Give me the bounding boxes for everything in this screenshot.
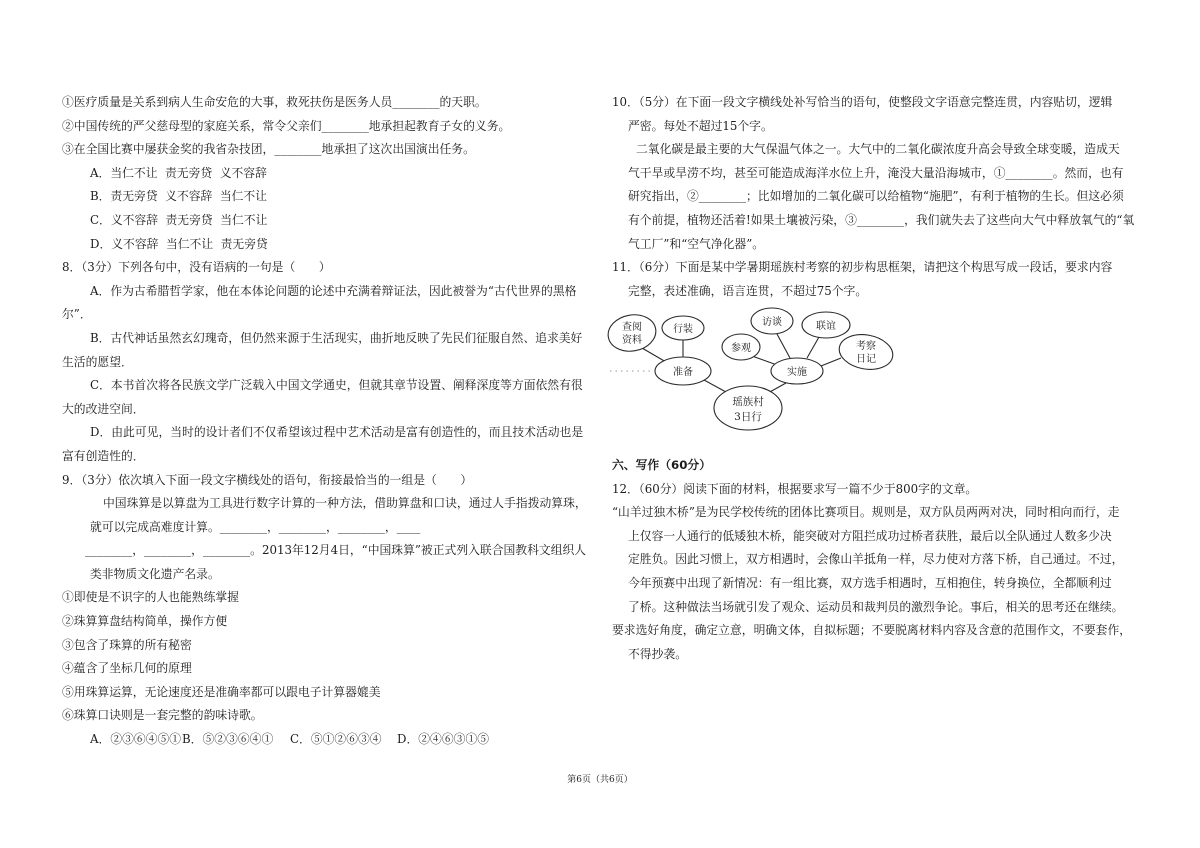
node-label: 查阅 [622, 322, 642, 333]
q10-passage-line: 研究指出，②________；比如增加的二氧化碳可以给植物“施肥”，有利于植物的生长。但这必须 [628, 189, 1124, 204]
branch-label: 准备 [673, 367, 693, 378]
right-column-top [612, 91, 1152, 304]
node-label: 资料 [622, 335, 642, 346]
q9-option-a: A．②③⑥④⑤① [90, 732, 182, 747]
q9-passage-line: 中国珠算是以算盘为工具进行数字计算的一种方法，借助算盘和口诀，通过人手指拨动算珠， [103, 496, 587, 511]
q9-option-b: B．⑤②③⑥④① [182, 732, 274, 747]
q8-option-a-line: 尔”． [62, 307, 92, 322]
q12-requirement-line: 要求选好角度，确定立意，明确文体，自拟标题；不要脱离材料内容及含意的范围作文，不要套作， [612, 623, 1132, 638]
q7-option-b: B．责无旁贷 义不容辞 当仁不让 [90, 189, 268, 204]
q8-option-b-line: 生活的愿望． [62, 354, 133, 369]
edge-lianyi-to-shishi [807, 337, 819, 358]
q9-passage-line: 就可以完成高难度计算。________，________，________，____ [90, 519, 421, 534]
q8-option-c-line: C．本书首次将各民族文学广泛载入中国文学通史，但就其章节设置、阐释深度等方面依然有很 [90, 378, 583, 393]
q10-passage-line: 气工厂”和“空气净化器”。 [628, 236, 765, 251]
q9-sentence: ⑤用珠算运算，无论速度还是准确率都可以跟电子计算器媲美 [62, 684, 381, 699]
node-label: 考察 [856, 341, 876, 352]
q9-passage-line: ________，________，________。2013年12月4日，“中国珠算”被正式列入联合国教科文组织人 [85, 543, 587, 558]
q10-passage-line: 有个前提，植物还活着!如果土壤被污染，③________，我们就失去了这些向大气中释放氧气的“氧 [628, 212, 1135, 227]
q9-sentence: ①即使是不识字的人也能熟练掌握 [62, 590, 239, 605]
node-label: 日记 [856, 354, 876, 365]
q10-stem-line: 严密。每处不超过15个字。 [628, 118, 773, 133]
q9-passage-line: 类非物质文化遗产名录。 [90, 566, 220, 581]
edge-canguan-to-shishi [752, 356, 777, 365]
q7-sentence: ①医疗质量是关系到病人生命安危的大事，救死扶伤是医务人员________的天职。 [62, 95, 487, 109]
q10-passage-line: 气干旱或旱涝不均，甚至可能造成海洋水位上升，淹没大量沿海城市，①________。然而，也有 [628, 165, 1124, 180]
edge-chayue-to-zhunbei [642, 348, 666, 362]
q7-option-c: C．义不容辞 责无旁贷 当仁不让 [90, 212, 268, 227]
node-label: 参观 [731, 343, 751, 354]
root-label: 3日行 [734, 411, 762, 423]
section-heading: 六、写作（60分） [612, 458, 711, 472]
q7-sentence: ③在全国比赛中屡获金奖的我省杂技团，________地承担了这次出国演出任务。 [62, 142, 475, 157]
q12-stem: 12．（60分）阅读下面的材料，根据要求写一篇不少于800字的文章。 [612, 481, 978, 496]
q7-option-d: D．义不容辞 当仁不让 责无旁贷 [90, 236, 268, 251]
q11-stem-line: 完整，表述准确，语言连贯，不超过75个字。 [628, 283, 868, 298]
q9-option-d: D．②④⑥③①⑤ [397, 732, 490, 747]
q12-requirement-line: 不得抄袭。 [628, 646, 687, 661]
q11-concept-tree [600, 300, 910, 435]
q8-option-b-line: B．古代神话虽然玄幻瑰奇，但仍然来源于生活现实，曲折地反映了先民们征服自然、追求美好 [90, 330, 583, 345]
q8-option-d-line: 富有创造性的． [62, 448, 145, 463]
edge-fangtan-to-shishi [777, 334, 790, 358]
right-column-bottom [612, 454, 1152, 667]
node-label: 行装 [673, 324, 693, 335]
node-chayue-ziliao [605, 311, 659, 355]
q10-stem-line: 10．（5分）在下面一段文字横线处补写恰当的语句，使整段文字语意完整连贯，内容贴切，逻辑 [612, 95, 1113, 109]
branch-label: 实施 [787, 367, 807, 378]
q12-material-line: “山羊过独木桥”是为民学校传统的团体比赛项目。规则是，双方队员两两对决，同时相向而行，走 [612, 505, 1120, 520]
node-label: 访谈 [762, 317, 782, 328]
q9-options-row [62, 728, 598, 752]
page-footer: 第6页（共6页） [567, 775, 633, 785]
q7-option-a: A．当仁不让 责无旁贷 义不容辞 [90, 165, 267, 180]
q12-material-line: 定胜负。因此习惯上，双方相遇时，会像山羊抵角一样，尽力使对方落下桥，自己通过。不过， [628, 552, 1124, 567]
edge-kaocha-to-shishi [821, 358, 841, 366]
q9-option-c: C．⑤①②⑥③④ [290, 732, 382, 747]
node-root [714, 386, 782, 430]
q8-option-c-line: 大的改进空间． [62, 401, 145, 416]
root-label: 瑶族村 [732, 396, 764, 408]
node-label: 联谊 [816, 321, 836, 332]
q9-sentence: ⑥珠算口诀则是一套完整的韵味诗歌。 [62, 708, 263, 723]
left-column [62, 91, 598, 753]
q12-material-line: 今年预赛中出现了新情况：有一组比赛，双方选手相遇时，互相抱住，转身换位，全都顺利过 [628, 575, 1112, 590]
q11-stem-line: 11．（6分）下面是某中学暑期瑶族村考察的初步构思框架，请把这个构思写成一段话，要求内容 [612, 260, 1113, 275]
q9-sentence: ②珠算算盘结构简单，操作方便 [62, 614, 228, 629]
q10-passage-line: 二氧化碳是最主要的大气保温气体之一。大气中的二氧化碳浓度升高会导致全球变暖，造成天 [636, 142, 1120, 157]
q8-option-a-line: A．作为古希腊哲学家，他在本体论问题的论述中充满着辩证法，因此被誉为“古代世界的黑格 [90, 283, 577, 298]
q12-material-line: 上仅容一人通行的低矮独木桥，能突破对方阻拦成功过桥者获胜，最后以全队通过人数多少决 [628, 528, 1112, 543]
q12-material-line: 了桥。这种做法当场就引发了观众、运动员和裁判员的激烈争论。事后，相关的思考还在继续。 [628, 599, 1124, 614]
q9-sentence: ④蕴含了坐标几何的原理 [62, 661, 192, 676]
q9-stem: 9．（3分）依次填入下面一段文字横线处的语句，衔接最恰当的一组是（ ） [62, 472, 473, 487]
q7-sentence: ②中国传统的严父慈母型的家庭关系，常令父亲们________地承担起教育子女的义务。 [62, 118, 511, 133]
node-kaocha-riji [836, 331, 895, 374]
q9-sentence: ③包含了珠算的所有秘密 [62, 637, 192, 652]
edge-zhunbei-to-root [704, 380, 726, 392]
q8-option-d-line: D．由此可见，当时的设计者们不仅希望该过程中艺术活动是富有创造性的，而且技术活动也是 [90, 425, 584, 440]
q8-stem: 8．（3分）下列各句中，没有语病的一句是（ ） [62, 260, 331, 275]
